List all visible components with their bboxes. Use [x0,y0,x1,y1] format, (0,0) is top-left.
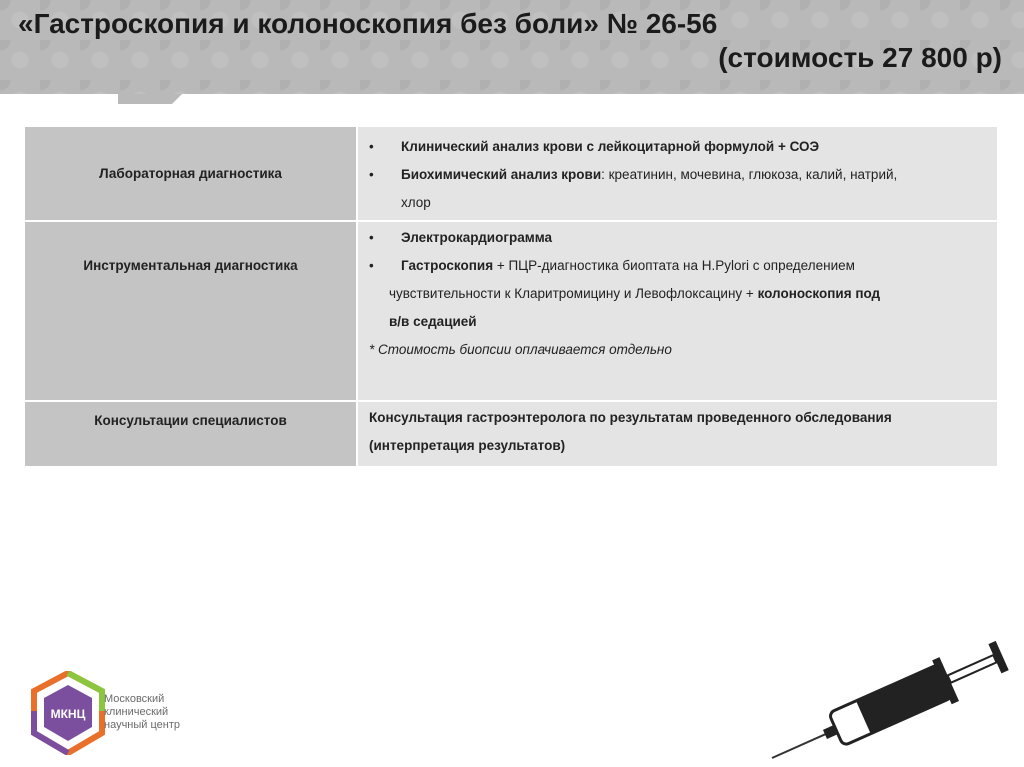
page-title: «Гастроскопия и колоноскопия без боли» № 26-56 [18,8,718,39]
item-text-detail: : креатинин, мочевина, глюкоза, калий, натрий, [601,167,898,182]
category-label: Лабораторная диагностика [99,166,282,181]
consultation-text: Консультация гастроэнтеролога по результатам проведенного обследования [369,410,892,425]
list-item [369,224,987,252]
list-item [369,252,987,280]
details-cell [358,402,997,466]
bullet: • [369,230,374,245]
list-item [369,161,987,189]
biopsy-note: * Стоимость биопсии оплачивается отдельно [369,342,672,357]
table-row [25,222,997,402]
details-cell [358,222,997,400]
services-table [25,127,997,468]
list-item [369,133,987,161]
bullet: • [369,167,374,182]
table-row [25,127,997,222]
banner-tab [118,94,172,104]
category-cell [25,402,358,466]
details-cell [358,127,997,220]
logo-text [104,693,180,732]
syringe-icon [760,640,1024,767]
price-label: (стоимость 27 800 р) [718,42,1002,73]
bullet: • [369,139,374,154]
bullet: • [369,258,374,273]
item-text: Клинический анализ крови с лейкоцитарной формулой + СОЭ [401,139,820,154]
item-text: Биохимический анализ крови [401,167,602,182]
title-banner [0,0,1024,94]
category-label: Консультации специалистов [94,413,287,428]
item-text-detail: + ПЦР-диагностика биоптата на H.Pylori с определением [493,258,855,273]
logo-line-3: научный центр [104,719,181,731]
category-label: Инструментальная диагностика [83,258,298,273]
logo-line-2: клинический [104,706,169,718]
category-cell [25,127,358,220]
item-continuation [369,280,987,308]
item-text: Электрокардиограмма [401,230,553,245]
item-text: Гастроскопия [401,258,494,273]
continuation-bold: колоноскопия под [757,286,881,301]
item-continuation: хлор [401,195,431,210]
table-row [25,402,997,468]
item-continuation: в/в седацией [389,314,477,329]
consultation-text-2: (интерпретация результатов) [369,438,566,453]
logo-line-1: Московский [104,693,165,705]
category-cell [25,222,358,400]
logo-abbr: МКНЦ [50,707,86,721]
continuation-text: чувствительности к Кларитромицину и Левофлоксацину + [389,286,758,301]
